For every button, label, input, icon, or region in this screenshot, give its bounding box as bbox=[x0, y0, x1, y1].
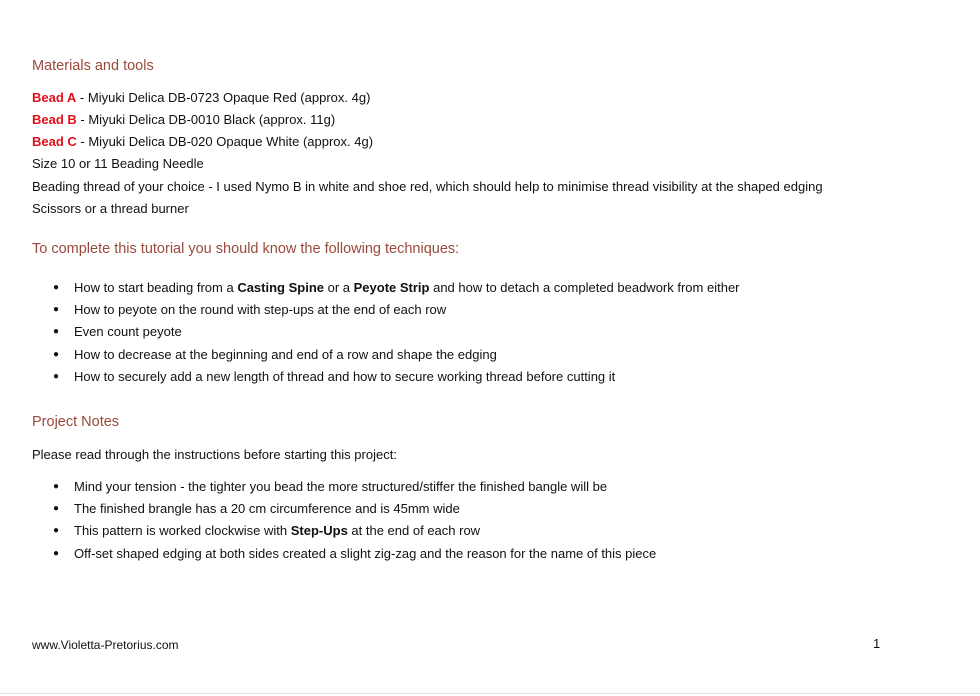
list-item: ● How to start beading from a Casting Spine or a Peyote Strip and how to detach a completed beadwork from either bbox=[32, 277, 740, 299]
list-item: ● How to securely add a new length of thread and how to secure working thread before cutting it bbox=[32, 366, 740, 388]
materials-heading: Materials and tools bbox=[32, 58, 154, 74]
bullet-icon: ● bbox=[53, 525, 60, 537]
bead-c-line bbox=[32, 134, 373, 149]
page-number: 1 bbox=[873, 636, 881, 651]
bullet-icon: ● bbox=[53, 348, 60, 360]
step-ups-term: Step-Ups bbox=[290, 523, 348, 539]
bullet-icon: ● bbox=[53, 304, 60, 316]
techniques-heading: To complete this tutorial you should know the following techniques: bbox=[32, 241, 460, 257]
list-item: ● How to peyote on the round with step-ups at the end of each row bbox=[32, 299, 740, 321]
notes-intro: Please read through the instructions before starting this project: bbox=[32, 447, 397, 462]
bullet-icon: ● bbox=[53, 503, 60, 515]
bead-b-text: - Miyuki Delica DB-0010 Black (approx. 11g) bbox=[76, 112, 336, 127]
bead-c-label: Bead C bbox=[32, 134, 77, 149]
project-notes-heading: Project Notes bbox=[32, 414, 120, 430]
bead-a-text: - Miyuki Delica DB-0723 Opaque Red (approx. 4g) bbox=[76, 90, 371, 105]
bead-a-label: Bead A bbox=[32, 90, 77, 105]
bullet-icon: ● bbox=[53, 326, 60, 338]
footer-website: www.Violetta-Pretorius.com bbox=[32, 638, 179, 652]
needle-line: Size 10 or 11 Beading Needle bbox=[32, 156, 204, 171]
list-item: ● Mind your tension - the tighter you bead the more structured/stiffer the finished bangle will be bbox=[32, 476, 656, 498]
notes-list bbox=[32, 476, 656, 565]
bead-b-label: Bead B bbox=[32, 112, 77, 127]
bullet-icon: ● bbox=[53, 547, 60, 559]
casting-spine-term: Casting Spine bbox=[237, 280, 324, 295]
page-bottom-edge bbox=[0, 693, 980, 694]
list-item: ● How to decrease at the beginning and end of a row and shape the edging bbox=[32, 344, 740, 366]
list-item: ● The finished brangle has a 20 cm circumference and is 45mm wide bbox=[32, 498, 656, 520]
bead-b-line bbox=[32, 112, 335, 127]
techniques-list bbox=[32, 277, 740, 388]
list-item: ● This pattern is worked clockwise with Step-Ups at the end of each row bbox=[32, 520, 656, 542]
bead-a-line bbox=[32, 90, 370, 105]
bullet-icon: ● bbox=[53, 282, 60, 293]
bead-c-text: - Miyuki Delica DB-020 Opaque White (approx. 4g) bbox=[76, 134, 374, 149]
bullet-icon: ● bbox=[53, 481, 60, 492]
scissors-line: Scissors or a thread burner bbox=[32, 201, 189, 216]
list-item: ● Even count peyote bbox=[32, 321, 740, 343]
peyote-strip-term: Peyote Strip bbox=[353, 280, 430, 295]
bullet-icon: ● bbox=[53, 370, 60, 382]
thread-line: Beading thread of your choice - I used Nymo B in white and shoe red, which should help to minimise thread visibility at the shaped edging bbox=[32, 179, 823, 194]
list-item: ● Off-set shaped edging at both sides created a slight zig-zag and the reason for the name of this piece bbox=[32, 543, 656, 565]
